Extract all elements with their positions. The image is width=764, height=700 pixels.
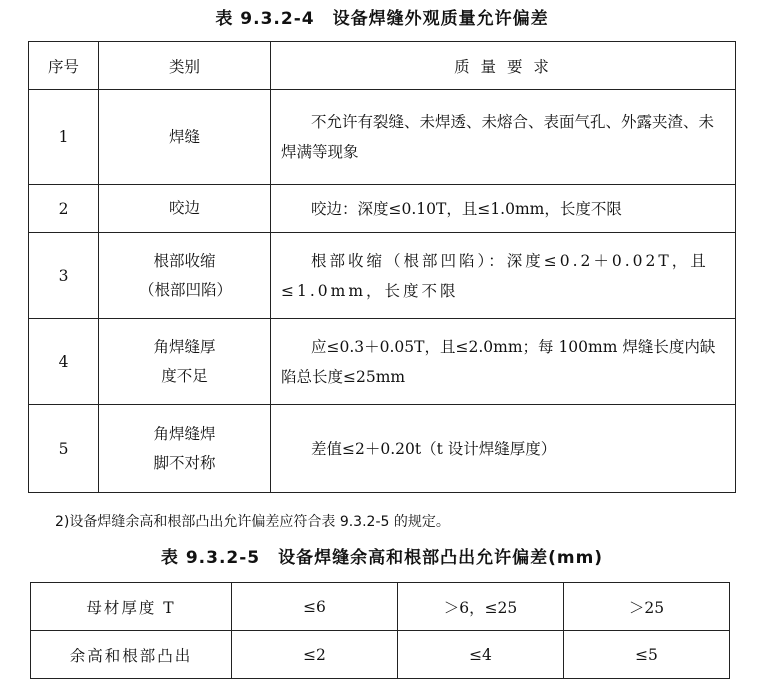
table-cell: ≤5 bbox=[564, 631, 730, 679]
table-cell: ≤2 bbox=[232, 631, 398, 679]
table-header-row bbox=[29, 42, 736, 90]
weld-appearance-quality-table bbox=[28, 41, 736, 493]
row-index: 4 bbox=[29, 319, 99, 405]
table-row bbox=[29, 90, 736, 185]
row-label-base-thickness: 母材厚度 T bbox=[31, 583, 232, 631]
row-requirement: 根部收缩（根部凹陷）：深度≤0.2＋0.02T，且≤1.0mm，长度不限 bbox=[271, 233, 736, 319]
row-category: 咬边 bbox=[99, 185, 271, 233]
table-cell: ≤4 bbox=[398, 631, 564, 679]
row-category: 根部收缩（根部凹陷） bbox=[99, 233, 271, 319]
row-index: 5 bbox=[29, 405, 99, 493]
header-index: 序号 bbox=[29, 42, 99, 90]
row-index: 1 bbox=[29, 90, 99, 185]
table-row bbox=[29, 405, 736, 493]
table-row bbox=[29, 233, 736, 319]
table-row bbox=[31, 583, 730, 631]
row-index: 3 bbox=[29, 233, 99, 319]
table-row bbox=[31, 631, 730, 679]
row-category: 角焊缝焊脚不对称 bbox=[99, 405, 271, 493]
row-index: 2 bbox=[29, 185, 99, 233]
note-text: 2)设备焊缝余高和根部凸出允许偏差应符合表 9.3.2-5 的规定。 bbox=[55, 514, 450, 530]
table-row bbox=[29, 185, 736, 233]
weld-reinforcement-table bbox=[30, 582, 730, 679]
row-requirement: 差值≤2＋0.20t（t 设计焊缝厚度） bbox=[271, 405, 736, 493]
header-requirement: 质 量 要 求 bbox=[271, 42, 736, 90]
table1-title: 表 9.3.2-4 设备焊缝外观质量允许偏差 bbox=[215, 9, 549, 29]
row-requirement: 应≤0.3＋0.05T，且≤2.0mm；每 100mm 焊缝长度内缺陷总长度≤25mm bbox=[271, 319, 736, 405]
table-cell: ＞25 bbox=[564, 583, 730, 631]
row-category: 角焊缝厚度不足 bbox=[99, 319, 271, 405]
table-cell: ≤6 bbox=[232, 583, 398, 631]
header-category: 类别 bbox=[99, 42, 271, 90]
table2-title: 表 9.3.2-5 设备焊缝余高和根部凸出允许偏差(mm) bbox=[160, 548, 604, 568]
row-requirement: 不允许有裂缝、未焊透、未熔合、表面气孔、外露夹渣、未焊满等现象 bbox=[271, 90, 736, 185]
table-cell: ＞6，≤25 bbox=[398, 583, 564, 631]
table-row bbox=[29, 319, 736, 405]
row-requirement: 咬边：深度≤0.10T，且≤1.0mm，长度不限 bbox=[271, 185, 736, 233]
row-label-reinforcement: 余高和根部凸出 bbox=[31, 631, 232, 679]
row-category: 焊缝 bbox=[99, 90, 271, 185]
